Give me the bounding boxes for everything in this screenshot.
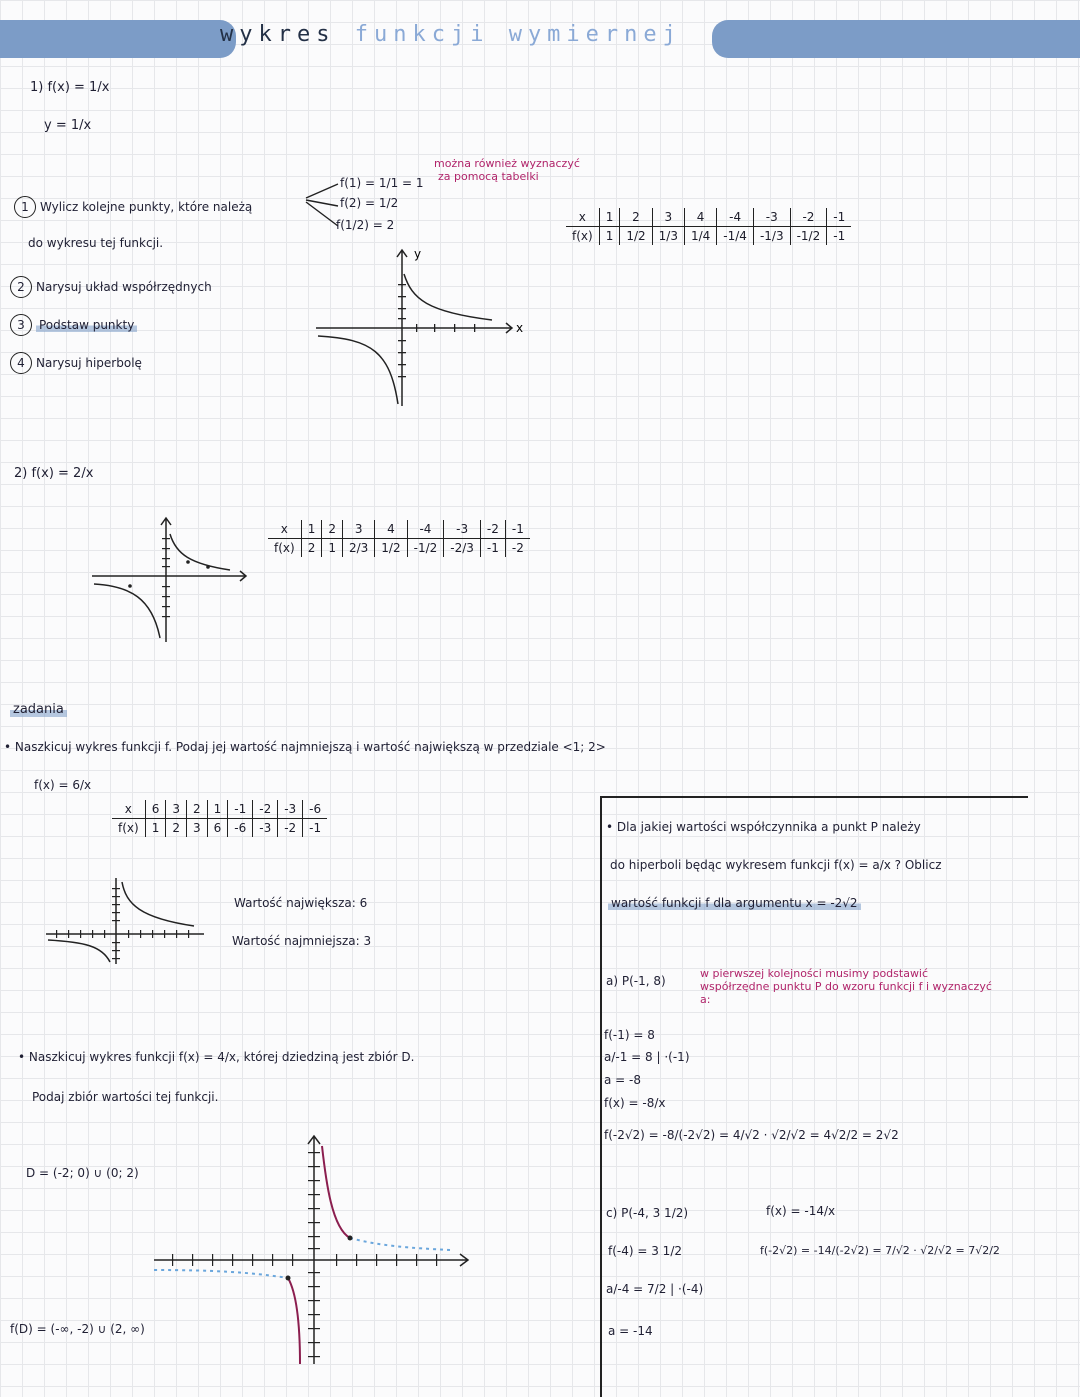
task3-a-work-1: f(-1) = 8: [604, 1028, 655, 1042]
task2-text2: Podaj zbiór wartości tej funkcji.: [32, 1090, 219, 1104]
table3-x-8: -6: [303, 800, 327, 819]
graph1-y-label: y: [414, 247, 422, 261]
header-banner-left: [0, 20, 236, 58]
task3-a-work-2: a/-1 = 8 | ·(-1): [604, 1050, 690, 1064]
table3-x-3: 2: [186, 800, 207, 819]
task3-a-note-2: współrzędne punktu P do wzoru funkcji f i wyznaczyć: [700, 980, 992, 993]
graph1-branch-positive: [404, 274, 492, 320]
table2-fx-8: -2: [505, 539, 529, 558]
task3-c-work-3: a = -14: [608, 1324, 653, 1338]
table1-x-7: -2: [790, 208, 827, 227]
table2-fx-3: 2/3: [342, 539, 374, 558]
task3-line-3: wartość funkcji f dla argumentu x = -2√2: [608, 896, 861, 910]
table2-fx-7: -1: [480, 539, 505, 558]
calc-line-2: f(2) = 1/2: [340, 196, 399, 210]
page-title: [220, 22, 682, 47]
task1-formula: f(x) = 6/x: [34, 778, 92, 792]
task3-c-work-1: f(-4) = 3 1/2: [608, 1244, 682, 1258]
table2-x-4: 4: [375, 520, 407, 539]
task2-domain: D = (-2; 0) ∪ (0; 2): [26, 1166, 139, 1180]
table3-x-4: 1: [207, 800, 228, 819]
table2-fx-6: -2/3: [444, 539, 481, 558]
table1-fx-6: -1/3: [753, 227, 790, 246]
header-banner-right: [712, 20, 1080, 58]
table2-fx-2: 1: [322, 539, 343, 558]
graph4-ticks: [172, 1152, 437, 1357]
title-light: funkcji wymiernej: [354, 22, 682, 47]
task3-line-2: do hiperboli będąc wykresem funkcji f(x) = a/x ? Oblicz: [610, 858, 942, 872]
graph4-endpoint-positive: [348, 1236, 353, 1241]
table1-fx-8: -1: [827, 227, 851, 246]
table1-x-8: -1: [827, 208, 851, 227]
graph4-dashed-positive: [350, 1238, 450, 1250]
table2-fx-1: 2: [301, 539, 322, 558]
table2-x-7: -2: [480, 520, 505, 539]
table3-x-1: 6: [145, 800, 166, 819]
table3-x-6: -2: [253, 800, 278, 819]
task1-min: Wartość najmniejsza: 3: [232, 934, 372, 948]
task3-c-work-2: a/-4 = 7/2 | ·(-4): [606, 1282, 704, 1296]
note-line-1: można również wyznaczyć: [434, 157, 580, 170]
task2-range: f(D) = (-∞, -2) ∪ (2, ∞): [10, 1322, 145, 1336]
table1-fx-5: -1/4: [717, 227, 754, 246]
table3-fx-4: 6: [207, 819, 228, 838]
table1-fx-0: f(x): [572, 229, 593, 243]
task3-c-right-2: f(-2√2) = -14/(-2√2) = 7/√2 · √2/√2 = 7√2/2: [760, 1244, 1000, 1257]
graph2-x-axis: [92, 571, 246, 581]
table1-fx-3: 1/3: [652, 227, 684, 246]
table3-fx-2: 2: [166, 819, 187, 838]
table2-x-2: 2: [322, 520, 343, 539]
graph2-ticks: [128, 538, 210, 617]
graph1-x-label: x: [516, 321, 524, 335]
table2-x-5: -4: [407, 520, 444, 539]
table2-x-8: -1: [505, 520, 529, 539]
step-1: 1 Wylicz kolejne punkty, które należą: [14, 196, 252, 218]
table3-x-7: -3: [278, 800, 303, 819]
table1-x-3: 3: [652, 208, 684, 227]
table2-fx-0: f(x): [274, 541, 295, 555]
title-dark: wykres: [220, 22, 336, 47]
section1-label: 1) f(x) = 1/x: [30, 80, 110, 95]
graph-3: [44, 874, 214, 966]
graph4-curve-negative: [288, 1278, 300, 1364]
graph1-x-axis: [316, 323, 512, 333]
task3-a-work-4: f(x) = -8/x: [604, 1096, 666, 1110]
note-line-2: za pomocą tabelki: [438, 170, 539, 183]
table1-fx-2: 1/2: [620, 227, 652, 246]
calc-line-1: f(1) = 1/1 = 1: [340, 176, 424, 190]
step-3: 3 Podstaw punkty: [10, 314, 137, 336]
table2-x-3: 3: [342, 520, 374, 539]
table1-x-0: x: [566, 208, 599, 227]
task3-a-work-3: a = -8: [604, 1073, 642, 1087]
graph4-y-axis: [308, 1136, 320, 1364]
value-table-1: [566, 208, 851, 245]
task1-text: • Naszkicuj wykres funkcji f. Podaj jej wartość najmniejszą i wartość największą w przedziale <1; 2>: [4, 740, 606, 754]
table3-fx-8: -1: [303, 819, 327, 838]
graph-2: [90, 514, 250, 646]
task3-a-work-5: f(-2√2) = -8/(-2√2) = 4/√2 · √2/√2 = 4√2/2 = 2√2: [604, 1128, 899, 1142]
tasks-heading: zadania: [10, 702, 67, 717]
calc-line-3: f(1/2) = 2: [336, 218, 395, 232]
task3-a-note-1: w pierwszej kolejności musimy podstawić: [700, 967, 929, 980]
table1-x-4: 4: [684, 208, 716, 227]
value-table-3: [112, 800, 327, 837]
task3-c-right-1: f(x) = -14/x: [766, 1204, 836, 1218]
section1-formula: y = 1/x: [44, 118, 92, 133]
task3-a-label: a) P(-1, 8): [606, 974, 666, 988]
graph2-branch-negative: [94, 584, 160, 638]
step-4: 4 Narysuj hiperbolę: [10, 352, 142, 374]
graph4-dashed-negative: [154, 1270, 288, 1278]
table3-fx-6: -3: [253, 819, 278, 838]
graph2-branch-positive: [170, 534, 230, 570]
graph4-x-axis: [154, 1254, 468, 1266]
table2-x-6: -3: [444, 520, 481, 539]
task3-line-1: • Dla jakiej wartości współczynnika a punkt P należy: [606, 820, 921, 834]
table1-fx-1: 1: [599, 227, 620, 246]
task1-max: Wartość największa: 6: [234, 896, 368, 910]
table3-fx-7: -2: [278, 819, 303, 838]
table2-x-0: x: [268, 520, 301, 539]
task3-a-note-3: a:: [700, 993, 711, 1006]
graph3-branch-negative: [48, 940, 110, 962]
graph3-branch-positive: [122, 882, 194, 926]
graph3-ticks: [56, 888, 189, 959]
graph4-endpoint-negative: [286, 1276, 291, 1281]
table2-fx-4: 1/2: [375, 539, 407, 558]
table1-fx-4: 1/4: [684, 227, 716, 246]
section2-label: 2) f(x) = 2/x: [14, 466, 94, 481]
step-1-continued: do wykresu tej funkcji.: [28, 236, 164, 250]
table3-x-5: -1: [228, 800, 253, 819]
table3-fx-0: f(x): [118, 821, 139, 835]
graph-4: [150, 1132, 480, 1368]
graph4-curve-positive: [322, 1146, 350, 1238]
graph2-y-axis: [161, 518, 171, 642]
table2-fx-5: -1/2: [407, 539, 444, 558]
table3-fx-3: 3: [186, 819, 207, 838]
graph-1: [312, 244, 532, 410]
table3-x-2: 3: [166, 800, 187, 819]
table3-fx-1: 1: [145, 819, 166, 838]
table2-x-1: 1: [301, 520, 322, 539]
table1-x-6: -3: [753, 208, 790, 227]
graph1-branch-negative: [318, 336, 398, 404]
table1-fx-7: -1/2: [790, 227, 827, 246]
table1-x-1: 1: [599, 208, 620, 227]
value-table-2: [268, 520, 530, 557]
table3-x-0: x: [112, 800, 145, 819]
task2-text: • Naszkicuj wykres funkcji f(x) = 4/x, której dziedziną jest zbiór D.: [18, 1050, 415, 1064]
table1-x-2: 2: [620, 208, 652, 227]
table3-fx-5: -6: [228, 819, 253, 838]
graph1-ticks: [398, 284, 475, 377]
task3-c-label: c) P(-4, 3 1/2): [606, 1206, 689, 1220]
step-2: 2 Narysuj układ współrzędnych: [10, 276, 212, 298]
table1-x-5: -4: [717, 208, 754, 227]
